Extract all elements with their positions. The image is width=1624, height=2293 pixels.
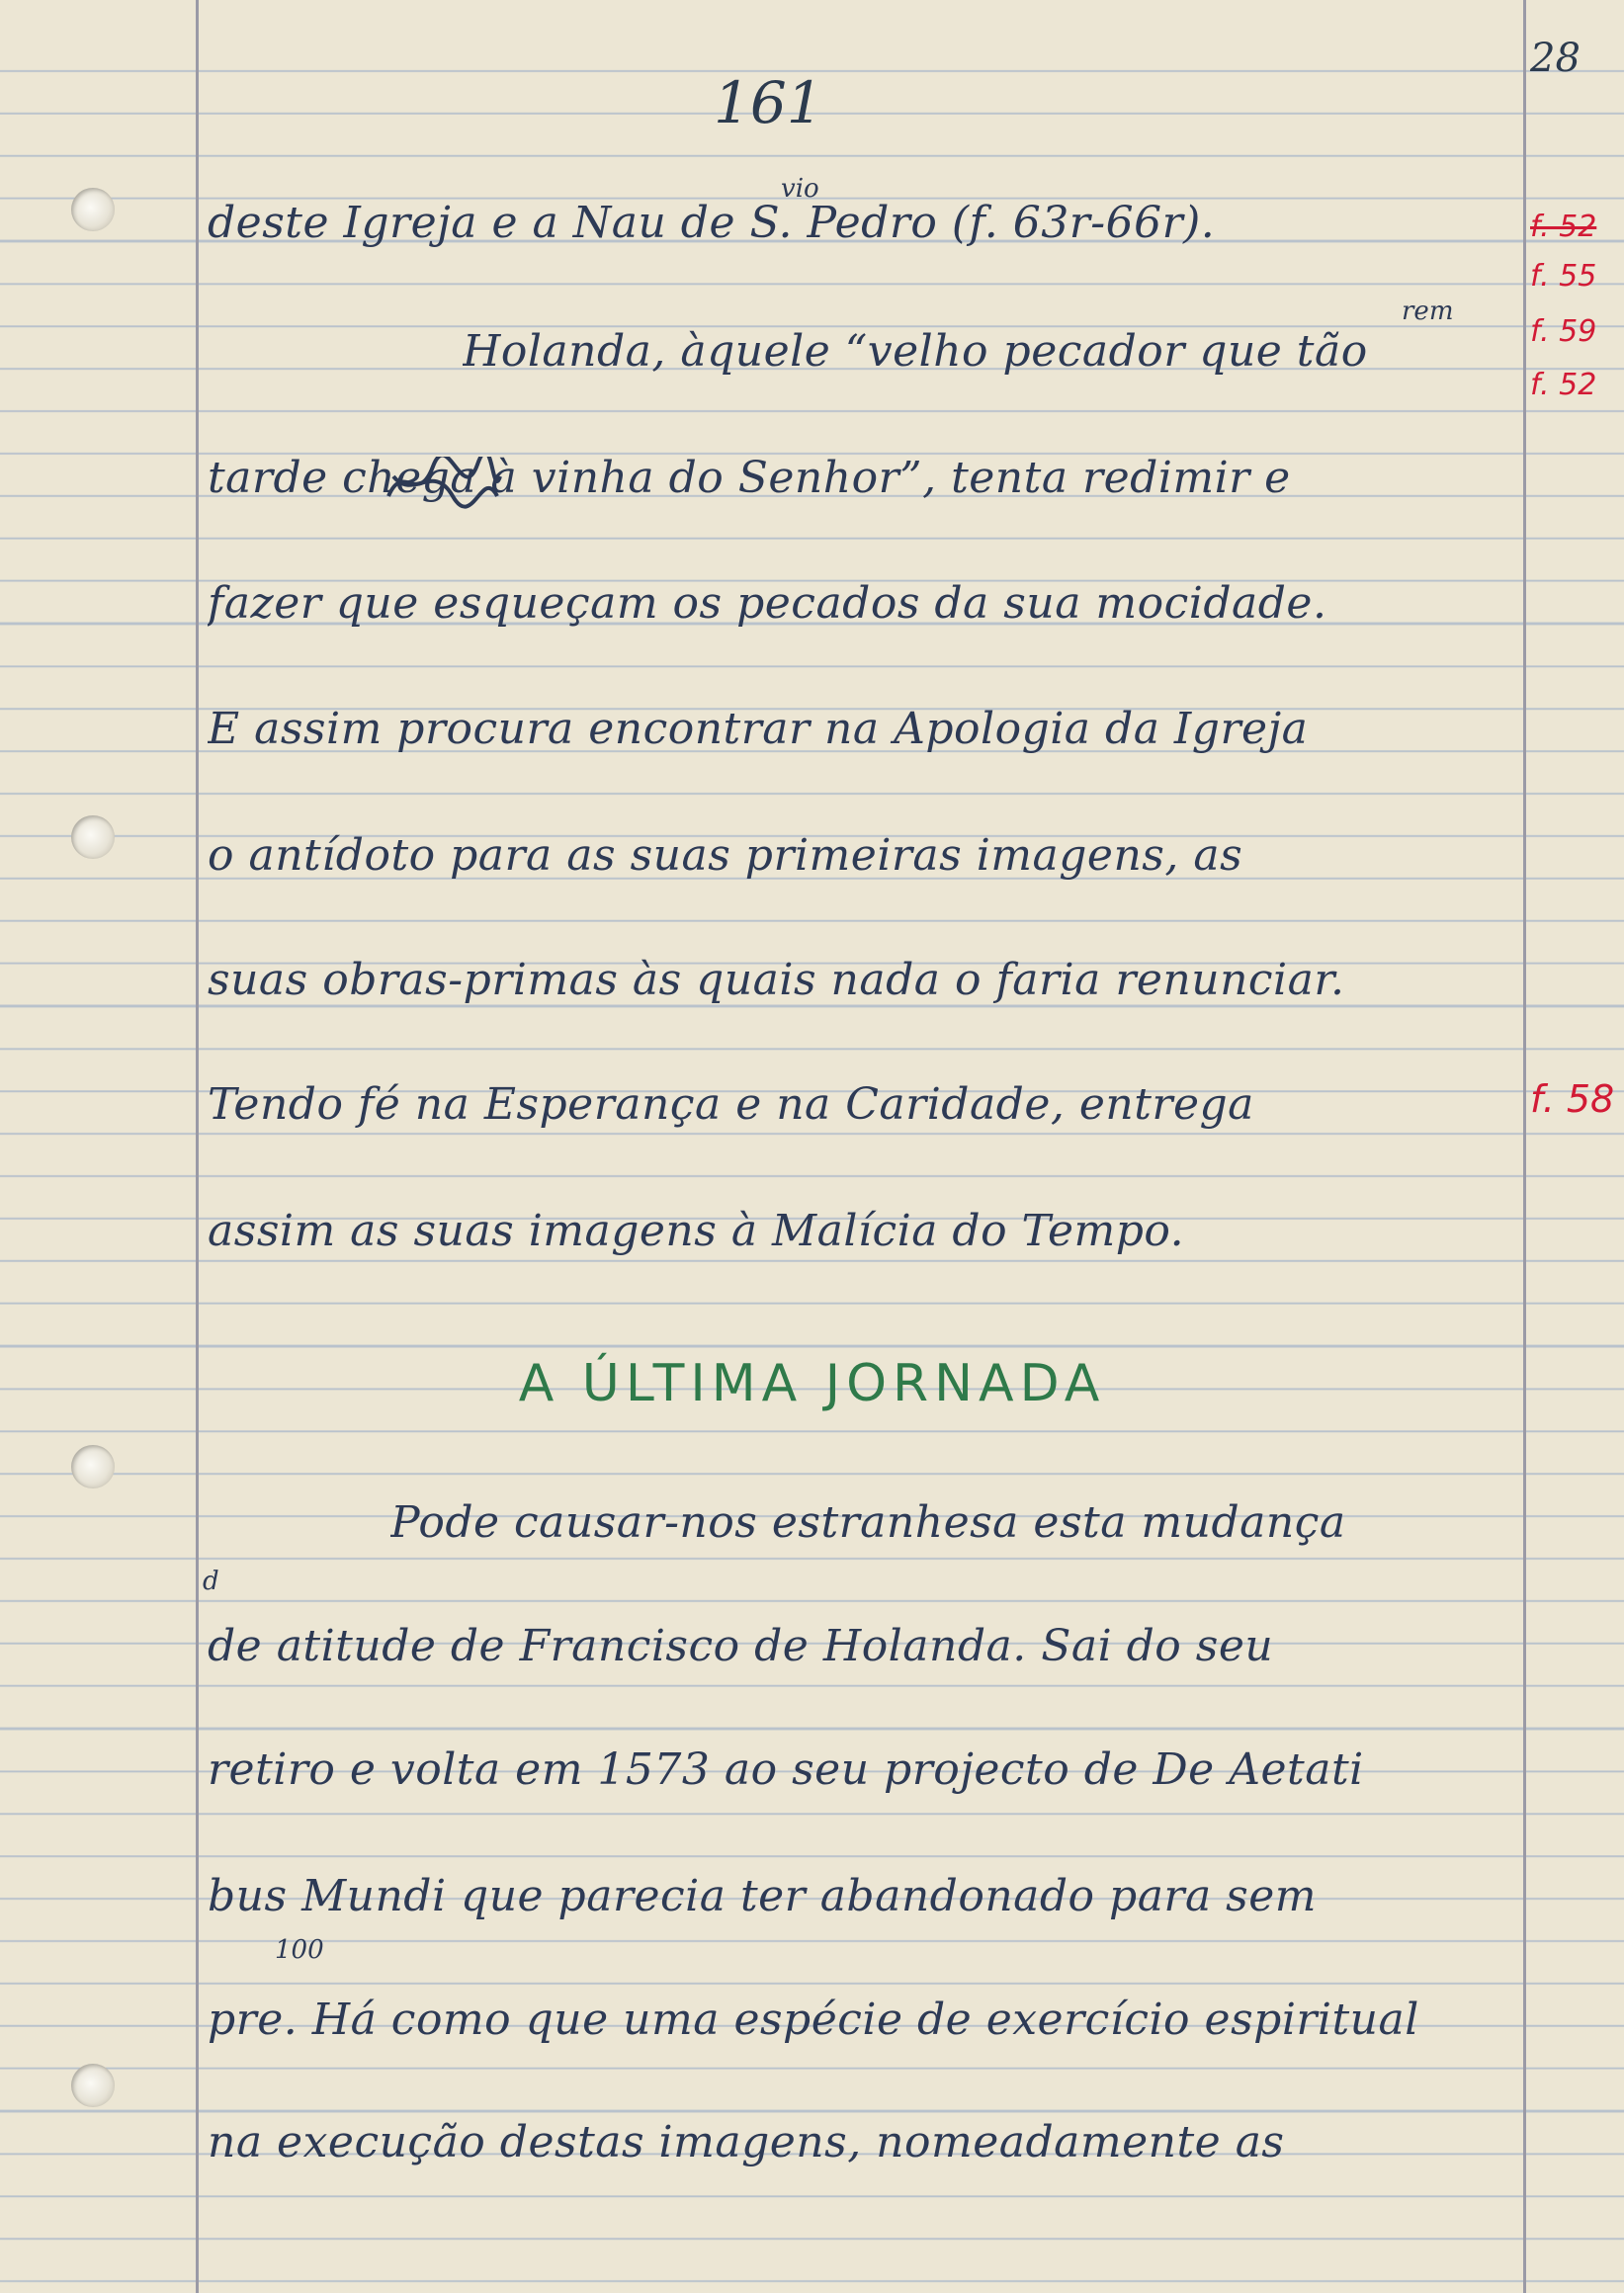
text-line — [463, 326, 1520, 377]
margin-note: f. 59 — [1530, 314, 1597, 349]
text-line — [390, 1497, 1517, 1548]
left-margin-rule — [196, 0, 199, 2293]
text-line-content: Tendo fé na Esperança e na Caridade, entrega — [208, 1079, 1254, 1130]
page-number: 161 — [714, 69, 823, 136]
margin-note: f. 55 — [1530, 259, 1597, 294]
text-line — [208, 955, 1522, 1005]
text-line — [208, 578, 1522, 629]
margin-note: f. 58 — [1530, 1077, 1615, 1121]
text-line — [208, 1744, 1522, 1795]
text-line — [208, 1079, 1522, 1130]
text-line — [208, 1206, 1522, 1256]
binder-hole — [71, 1445, 115, 1488]
text-line-content: retiro e volta em 1573 ao seu projecto de De Aetati — [208, 1744, 1364, 1795]
text-line — [208, 198, 1522, 248]
right-margin-rule — [1523, 0, 1526, 2293]
text-line — [208, 1871, 1522, 1921]
footnote-marker: 100 — [275, 1935, 324, 1965]
interlinear-vio: vio — [781, 174, 819, 204]
text-line — [208, 2117, 1522, 2167]
binder-hole — [71, 188, 115, 231]
interlinear-d: d — [203, 1567, 219, 1596]
text-line-content: bus Mundi que parecia ter abandonado para sem — [208, 1871, 1318, 1921]
text-line — [208, 1621, 1522, 1671]
text-line-content: suas obras-primas às quais nada o faria renunciar. — [208, 955, 1345, 1005]
text-line-content: assim as suas imagens à Malícia do Tempo. — [208, 1206, 1185, 1256]
text-line-content: pre. Há como que uma espécie de exercício espiritual — [208, 1995, 1419, 2045]
text-line-content: E assim procura encontrar na Apologia da Igreja — [208, 704, 1309, 754]
text-line-content: na execução destas imagens, nomeadamente as — [208, 2117, 1285, 2167]
text-line — [208, 1995, 1522, 2045]
folio-number: 28 — [1530, 36, 1581, 81]
strikethrough-scribble — [384, 457, 502, 512]
section-heading: A ÚLTIMA JORNADA — [518, 1354, 1106, 1413]
binder-hole — [71, 2064, 115, 2107]
text-line — [208, 704, 1522, 754]
text-line-content: Pode causar-nos estranhesa esta mudança — [390, 1497, 1346, 1548]
interlinear-rem: rem — [1402, 297, 1454, 326]
text-line-content: Holanda, àquele “velho pecador que tão — [463, 326, 1368, 377]
text-line-content: o antídoto para as suas primeiras imagens, as — [208, 830, 1243, 881]
text-line-content: fazer que esqueçam os pecados da sua mocidade. — [208, 578, 1327, 629]
text-line-content: tarde chega à vinha do Senhor”, tenta redimir e — [208, 453, 1291, 503]
margin-note: f. 52 — [1530, 210, 1597, 244]
binder-hole — [71, 815, 115, 859]
text-line — [208, 830, 1522, 881]
text-line-content: deste Igreja e a Nau de S. Pedro (f. 63r-66r). — [208, 198, 1216, 248]
text-line-content: de atitude de Francisco de Holanda. Sai do seu — [208, 1621, 1274, 1671]
margin-note: f. 52 — [1530, 368, 1597, 402]
